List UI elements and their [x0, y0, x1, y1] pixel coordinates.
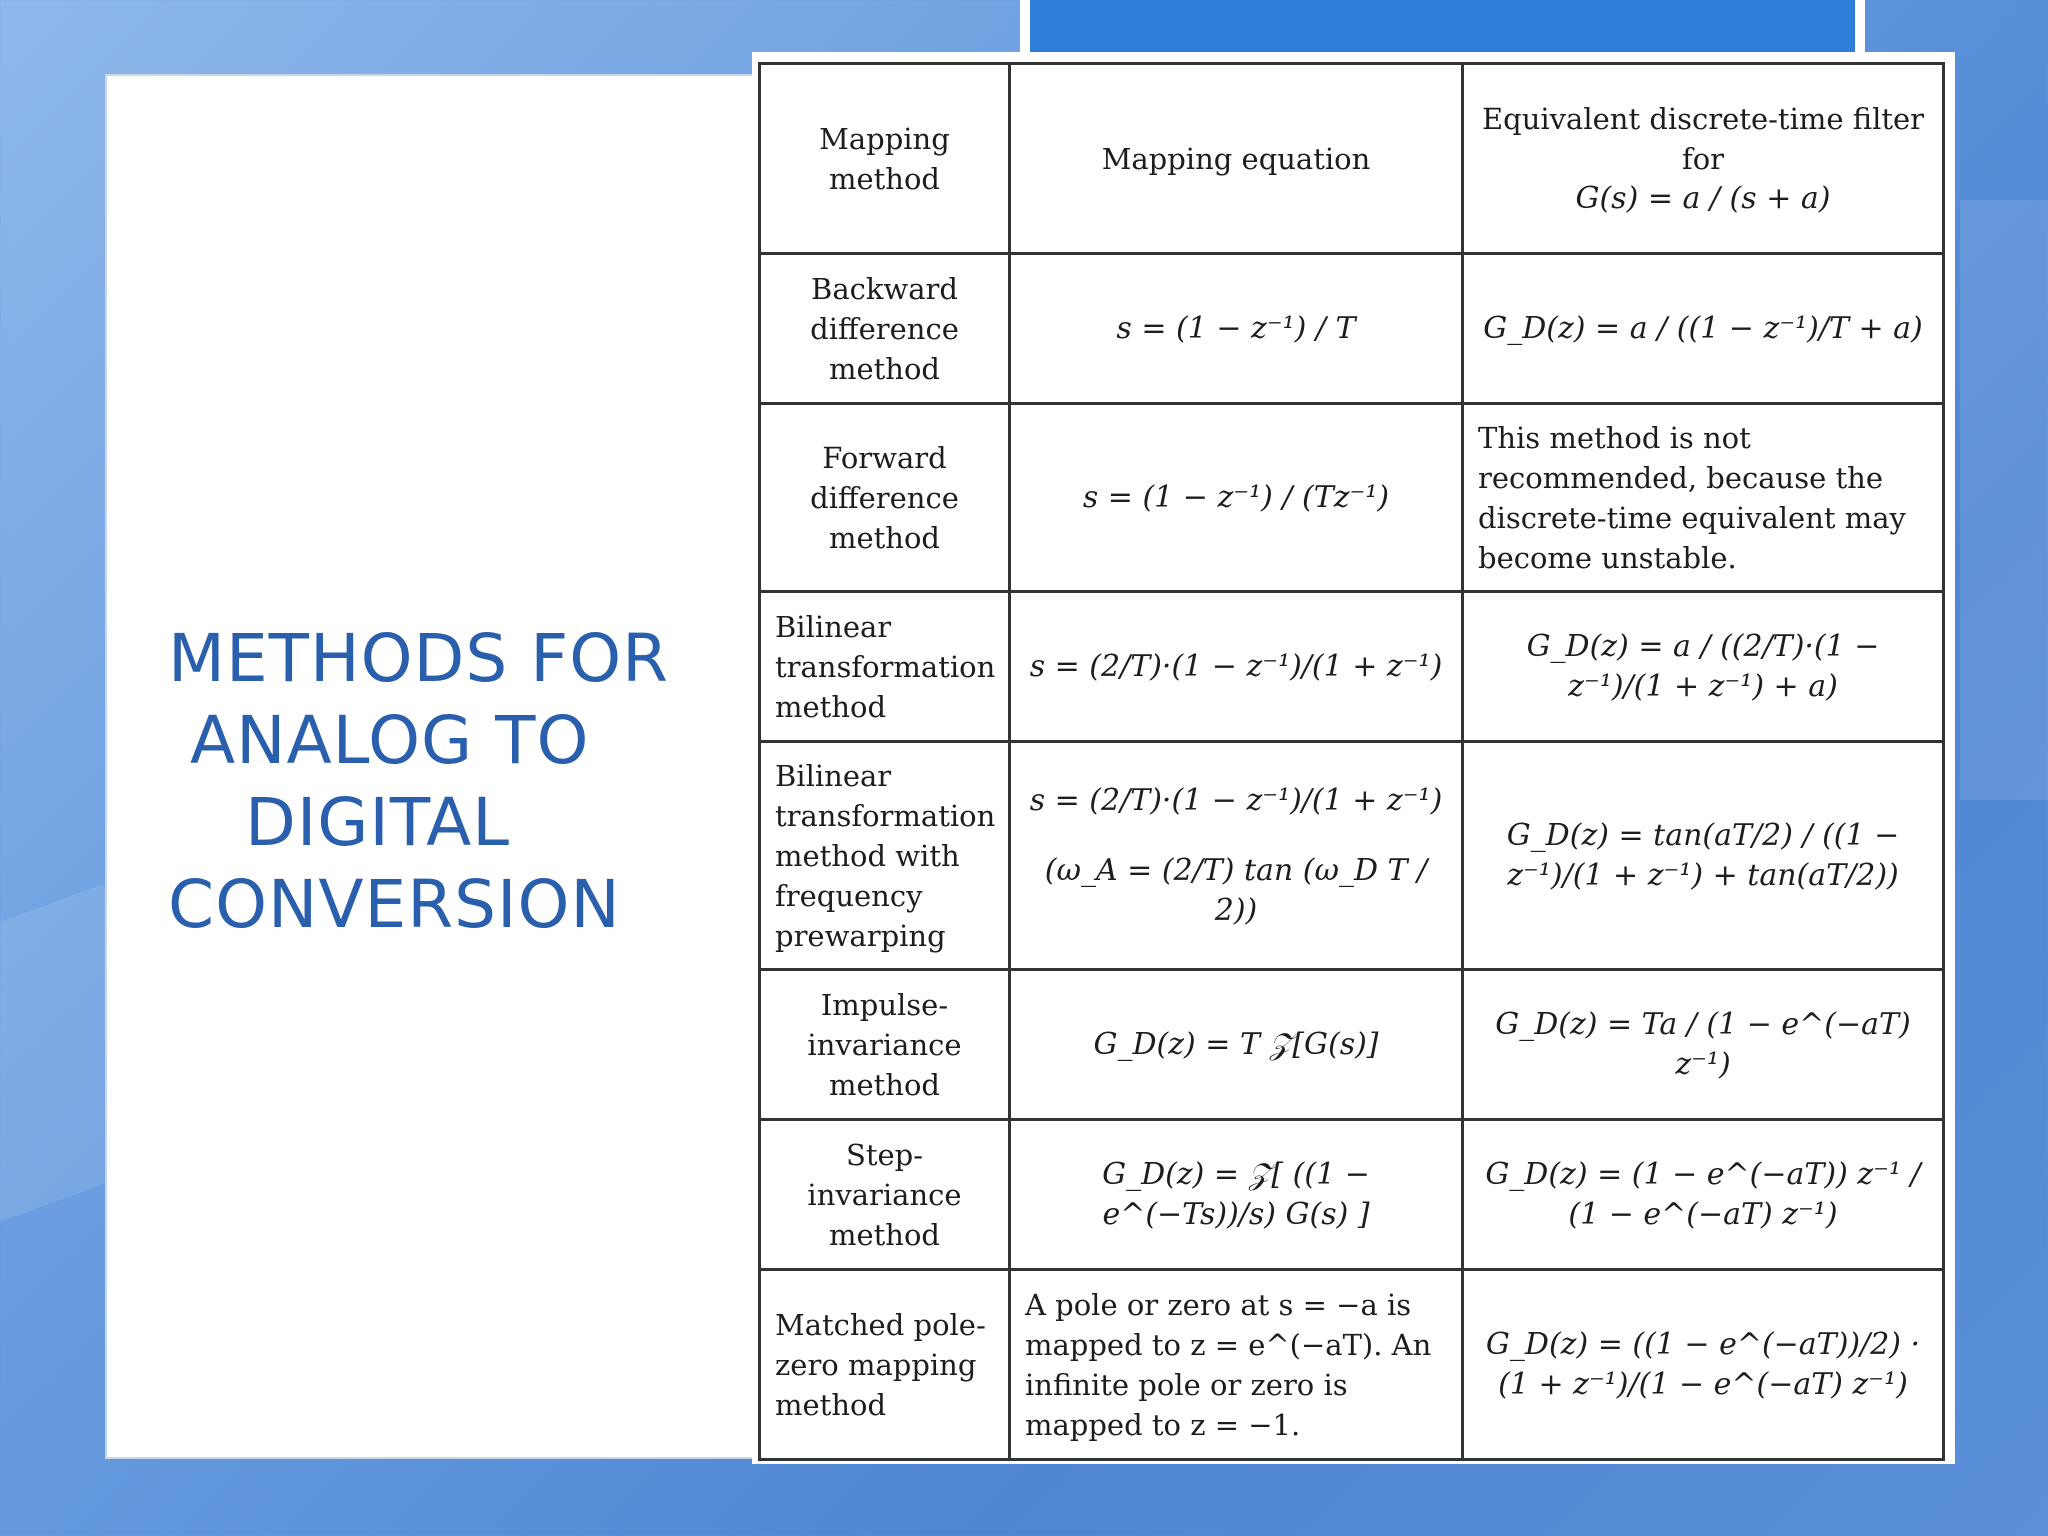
table-row — [760, 970, 1944, 1120]
header-mapping-method: Mapping method — [760, 64, 1010, 254]
title-line-3: DIGITAL — [245, 784, 511, 861]
header-accent-bar — [1020, 0, 1865, 56]
equation-main: s = (2/T)·(1 − z⁻¹)/(1 + z⁻¹) — [1029, 782, 1443, 818]
background-decoration — [1960, 200, 2048, 800]
table-row — [760, 1270, 1944, 1460]
table-row — [760, 254, 1944, 404]
equivalent-cell: G_D(z) = a / ((1 − z⁻¹)/T + a) — [1463, 254, 1944, 404]
header-equivalent-filter — [1463, 64, 1944, 254]
title-line-4: CONVERSION — [168, 866, 621, 943]
equation-cell: G_D(z) = T 𝒵[G(s)] — [1010, 970, 1463, 1120]
method-cell: Impulse-invariance method — [760, 970, 1010, 1120]
header-equivalent-equation: G(s) = a / (s + a) — [1575, 180, 1831, 216]
equation-cell: s = (1 − z⁻¹) / T — [1010, 254, 1463, 404]
method-cell: Bilinear transformation method with frequency prewarping — [760, 742, 1010, 970]
equivalent-cell: This method is not recommended, because the discrete-time equivalent may become unstable. — [1463, 404, 1944, 592]
method-cell: Matched pole-zero mapping method — [760, 1270, 1010, 1460]
equivalent-cell: G_D(z) = tan(aT/2) / ((1 − z⁻¹)/(1 + z⁻¹) + tan(aT/2)) — [1463, 742, 1944, 970]
equivalent-cell: G_D(z) = ((1 − e^(−aT))/2) · (1 + z⁻¹)/(1 − e^(−aT) z⁻¹) — [1463, 1270, 1944, 1460]
table-row — [760, 742, 1944, 970]
method-cell: Bilinear transformation method — [760, 592, 1010, 742]
equation-cell — [1010, 742, 1463, 970]
table-row — [760, 592, 1944, 742]
equation-cell: s = (1 − z⁻¹) / (Tz⁻¹) — [1010, 404, 1463, 592]
header-mapping-equation: Mapping equation — [1010, 64, 1463, 254]
slide-title — [160, 618, 680, 946]
table-row — [760, 404, 1944, 592]
header-equivalent-line1: Equivalent discrete-time filter — [1481, 101, 1925, 136]
equivalent-cell: G_D(z) = (1 − e^(−aT)) z⁻¹ / (1 − e^(−aT) z⁻¹) — [1463, 1120, 1944, 1270]
header-equivalent-line2: for — [1681, 141, 1725, 176]
table-header-row — [760, 64, 1944, 254]
method-cell: Forward difference method — [760, 404, 1010, 592]
equivalent-cell: G_D(z) = a / ((2/T)·(1 − z⁻¹)/(1 + z⁻¹) + a) — [1463, 592, 1944, 742]
equation-cell: s = (2/T)·(1 − z⁻¹)/(1 + z⁻¹) — [1010, 592, 1463, 742]
equation-extra: (ω_A = (2/T) tan (ω_D T / 2)) — [1044, 852, 1428, 928]
equation-cell: A pole or zero at s = −a is mapped to z = e^(−aT). An infinite pole or zero is mapped to z = −1. — [1010, 1270, 1463, 1460]
table-row — [760, 1120, 1944, 1270]
method-cell: Backward difference method — [760, 254, 1010, 404]
mapping-methods-table — [752, 52, 1955, 1464]
equation-cell: G_D(z) = 𝒵[ ((1 − e^(−Ts))/s) G(s) ] — [1010, 1120, 1463, 1270]
equivalent-cell: G_D(z) = Ta / (1 − e^(−aT) z⁻¹) — [1463, 970, 1944, 1120]
title-line-1: METHODS FOR — [168, 620, 670, 697]
method-cell: Step-invariance method — [760, 1120, 1010, 1270]
background-decoration — [0, 878, 120, 1222]
title-line-2: ANALOG TO — [190, 702, 590, 779]
